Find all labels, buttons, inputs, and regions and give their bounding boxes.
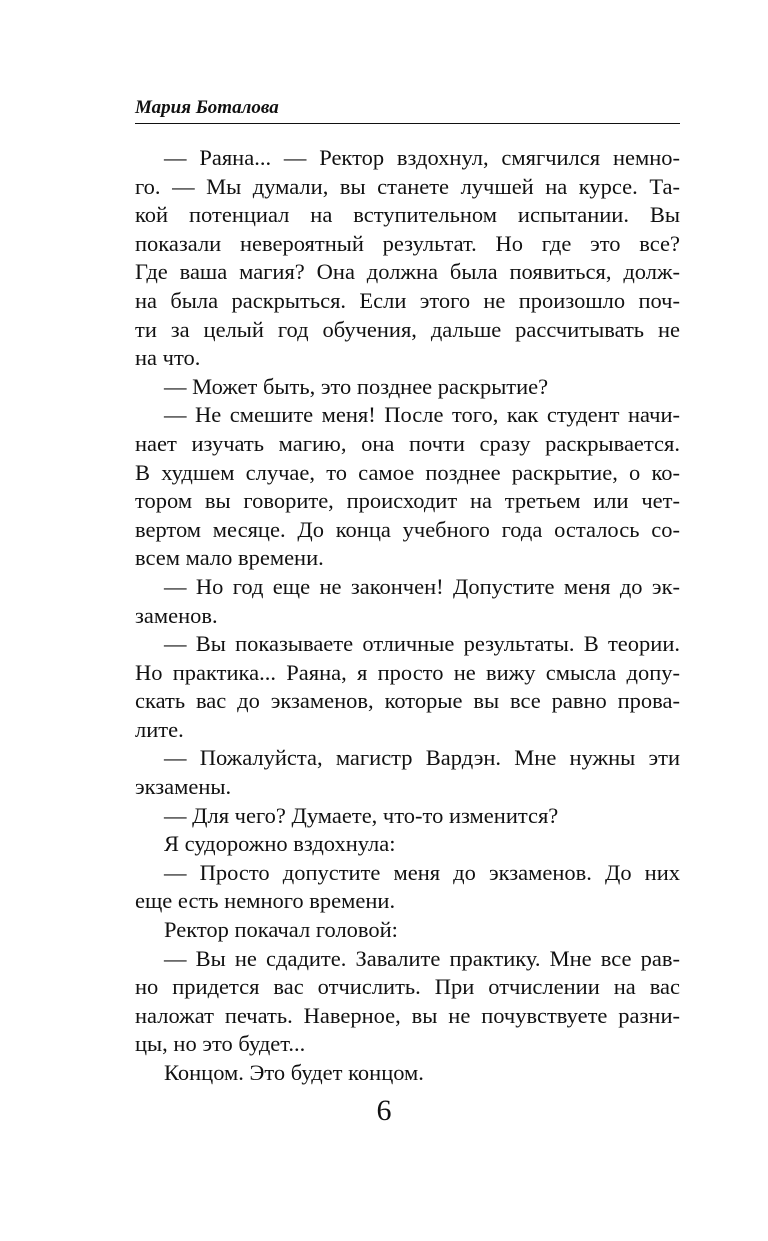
- text-line: Концом. Это будет концом.: [164, 1060, 424, 1085]
- text-line: на была раскрыться. Если этого не произошло поч-: [135, 287, 680, 313]
- text-line: Но практика... Раяна, я просто не вижу смысла допу-: [135, 659, 680, 685]
- text-line: цы, но это будет...: [135, 1031, 306, 1057]
- page-number: 6: [376, 1094, 392, 1127]
- body-text: [135, 144, 680, 1088]
- text-line: ти за целый год обучения, дальше рассчитывать не: [135, 316, 680, 342]
- text-line: экзамены.: [135, 774, 232, 800]
- text-line: Я судорожно вздохнула:: [164, 831, 396, 857]
- text-line: — Вы показываете отличные результаты. В теории.: [164, 631, 680, 657]
- text-line: вертом месяце. До конца учебного года осталось со-: [135, 516, 680, 542]
- text-line: го. — Мы думали, вы станете лучшей на курсе. Та-: [135, 173, 680, 199]
- text-line: показали невероятный результат. Но где это все?: [135, 230, 680, 256]
- text-line: — Просто допустите меня до экзаменов. До них: [164, 859, 680, 885]
- text-line: нает изучать магию, она почти сразу раскрывается.: [135, 430, 680, 456]
- text-line: — Раяна... — Ректор вздохнул, смягчился немно-: [164, 145, 680, 170]
- text-line: еще есть немного времени.: [135, 888, 396, 914]
- text-line: — Пожалуйста, магистр Вардэн. Мне нужны эти: [164, 745, 680, 771]
- text-line: — Вы не сдадите. Завалите практику. Мне все рав-: [164, 945, 680, 971]
- header-rule: [135, 123, 680, 124]
- text-line: — Может быть, это позднее раскрытие?: [164, 373, 549, 399]
- text-line: В худшем случае, то самое позднее раскрытие, о ко-: [135, 459, 680, 485]
- text-line: — Не смешите меня! После того, как студент начи-: [164, 402, 680, 428]
- text-line: на что.: [135, 345, 201, 371]
- text-line: всем мало времени.: [135, 545, 324, 571]
- text-line: Где ваша магия? Она должна была появиться, долж-: [135, 259, 680, 285]
- text-line: наложат печать. Наверное, вы не почувствуете разни-: [135, 1002, 680, 1028]
- text-line: тором вы говорите, происходит на третьем или чет-: [135, 488, 680, 514]
- running-head-author: Мария Боталова: [135, 97, 279, 118]
- text-line: Ректор покачал головой:: [164, 917, 398, 943]
- text-line: — Но год еще не закончен! Допустите меня до эк-: [164, 573, 680, 599]
- text-line: но придется вас отчислить. При отчислении на вас: [135, 974, 680, 1000]
- text-line: скать вас до экзаменов, которые вы все равно прова-: [135, 688, 680, 714]
- text-line: — Для чего? Думаете, что-то изменится?: [164, 802, 559, 828]
- text-line: заменов.: [135, 602, 218, 628]
- text-line: кой потенциал на вступительном испытании. Вы: [135, 202, 680, 228]
- text-line: лите.: [135, 716, 184, 742]
